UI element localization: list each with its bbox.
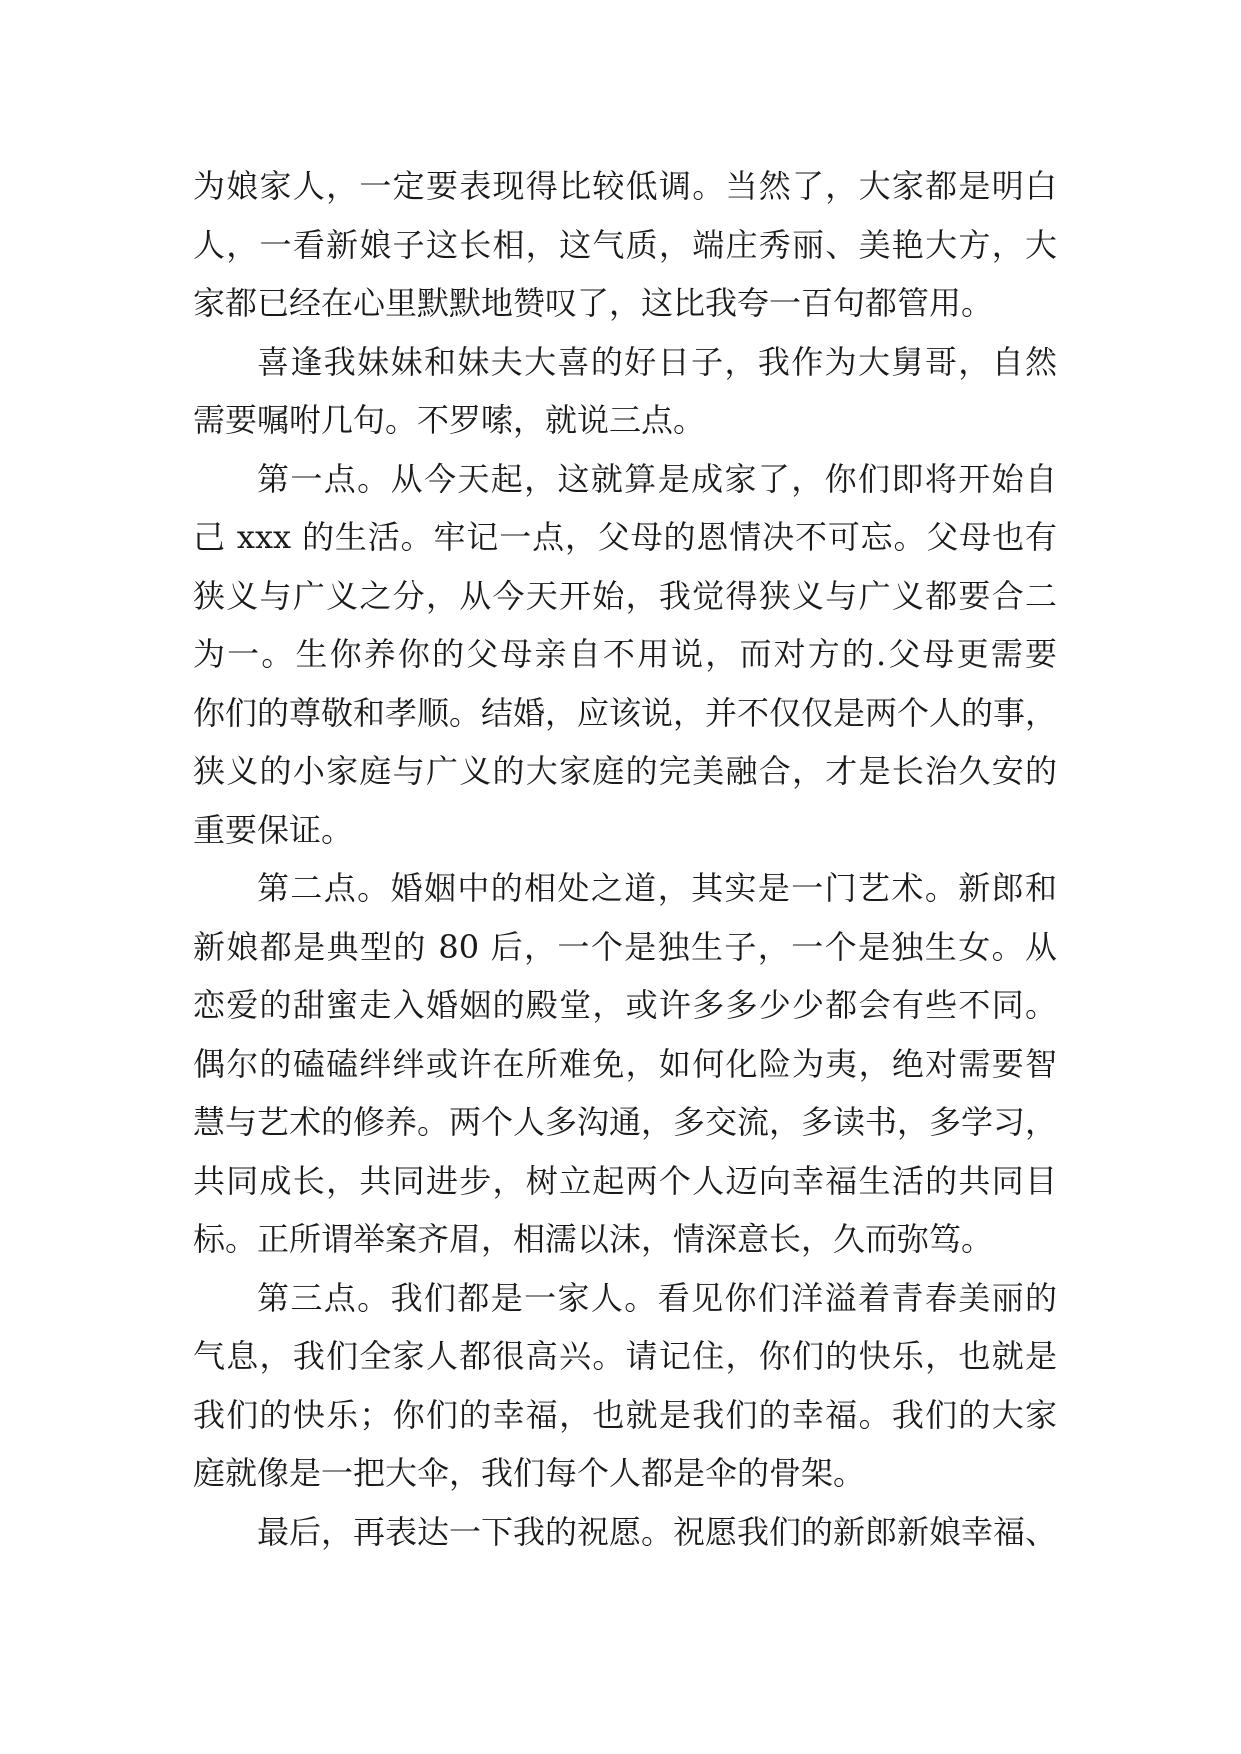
text-line: 新娘都是典型的 80 后，一个是独生子，一个是独生女。从 — [193, 927, 1057, 966]
text-line: 狭义与广义之分，从今天开始，我觉得狭义与广义都要合二 — [193, 576, 1057, 615]
paragraph — [193, 450, 1057, 860]
text-line: 第二点。婚姻中的相处之道，其实是一门艺术。新郎和 — [257, 869, 1057, 907]
text-line: 第三点。我们都是一家人。看见你们洋溢着青春美丽的 — [257, 1278, 1057, 1317]
text-line: 标。正所谓举案齐眉，相濡以沫，情深意长，久而弥笃。 — [193, 1220, 994, 1258]
speech-text-body — [193, 157, 1057, 1561]
text-line: 庭就像是一把大伞，我们每个人都是伞的骨架。 — [193, 1454, 866, 1492]
paragraph — [193, 859, 1057, 1269]
paragraph — [193, 1503, 1057, 1562]
text-line: 我们的快乐；你们的幸福，也就是我们的幸福。我们的大家 — [193, 1395, 1057, 1434]
text-line: 第一点。从今天起，这就算是成家了，你们即将开始自 — [257, 459, 1057, 498]
paragraph — [193, 333, 1057, 450]
text-line: 恋爱的甜蜜走入婚姻的殿堂，或许多多少少都会有些不同。 — [193, 986, 1057, 1024]
paragraph — [193, 1269, 1057, 1503]
text-line: 为娘家人，一定要表现得比较低调。当然了，大家都是明白 — [193, 167, 1057, 205]
text-line: 需要嘱咐几句。不罗嗦，就说三点。 — [193, 401, 706, 439]
text-line: 家都已经在心里默默地赞叹了，这比我夸一百句都管用。 — [193, 284, 994, 322]
text-line: 共同成长，共同进步，树立起两个人迈向幸福生活的共同目 — [193, 1161, 1057, 1200]
text-line: 狭义的小家庭与广义的大家庭的完美融合，才是长治久安的 — [193, 752, 1057, 790]
text-line: 气息，我们全家人都很高兴。请记住，你们的快乐，也就是 — [193, 1337, 1057, 1375]
text-line: 你们的尊敬和孝顺。结婚，应该说，并不仅仅是两个人的事， — [193, 693, 1058, 732]
text-line: 最后，再表达一下我的祝愿。祝愿我们的新郎新娘幸福、 — [257, 1512, 1058, 1551]
text-line: 为一。生你养你的父母亲自不用说，而对方的.父母更需要 — [193, 635, 1057, 673]
text-line: 偶尔的磕磕绊绊或许在所难免，如何化险为夷，绝对需要智 — [193, 1044, 1057, 1083]
text-line: 己 xxx 的生活。牢记一点，父母的恩情决不可忘。父母也有 — [193, 518, 1057, 556]
paragraph — [193, 157, 1057, 333]
text-line: 慧与艺术的修养。两个人多沟通，多交流，多读书，多学习， — [193, 1103, 1058, 1141]
text-line: 重要保证。 — [193, 810, 354, 849]
text-line: 人，一看新娘子这长相，这气质，端庄秀丽、美艳大方，大 — [193, 225, 1057, 264]
text-line: 喜逢我妹妹和妹夫大喜的好日子，我作为大舅哥，自然 — [257, 342, 1057, 381]
